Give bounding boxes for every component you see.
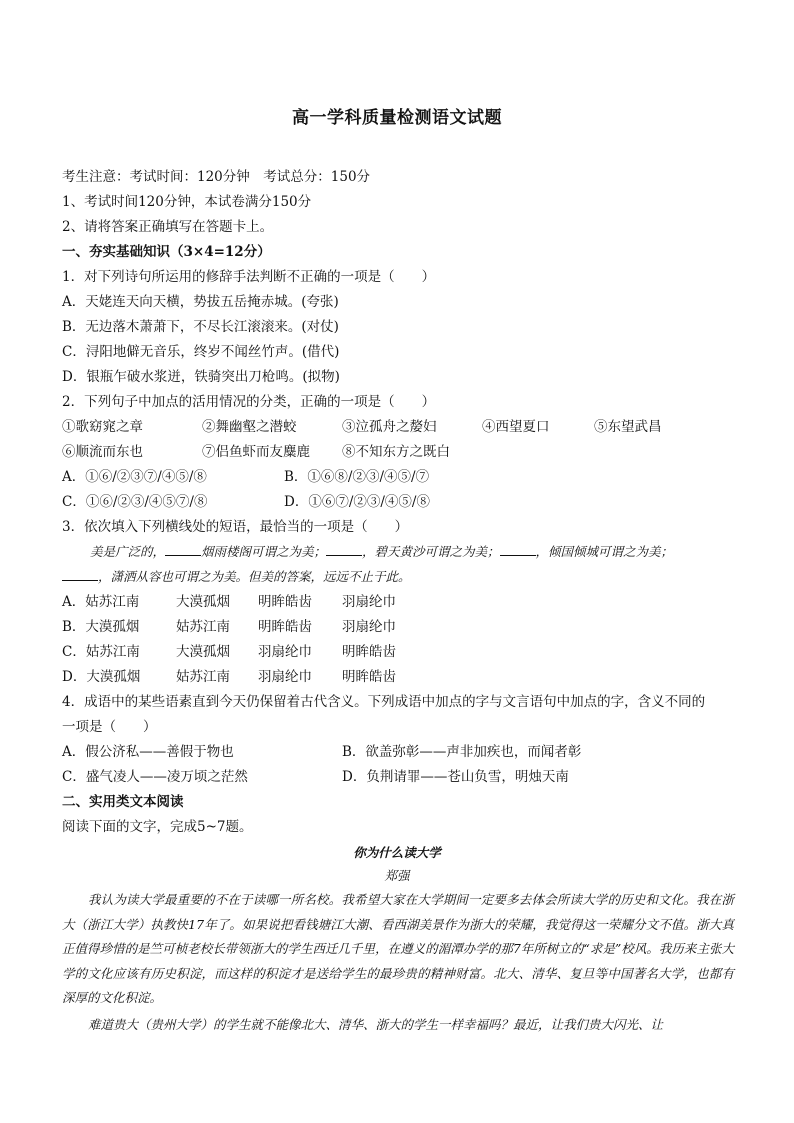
option-phrase: 羽扇纶巾: [342, 594, 396, 610]
item: ⑧不知东方之既白: [342, 444, 450, 460]
option-phrase: 羽扇纶巾: [258, 644, 312, 660]
option: C．①⑥/②③/④⑤⑦/⑧: [62, 494, 208, 510]
option: A．假公济私——善假于物也: [62, 744, 234, 760]
passage-text: ，碧天黄沙可谓之为美；: [362, 544, 500, 559]
passage-text: 美是广泛的，: [90, 544, 166, 559]
passage-text: ，潇洒从容也可谓之为美。但美的答案，远远不止于此。: [98, 569, 411, 584]
question-stem: 1．对下列诗句所运用的修辞手法判断不正确的一项是（ ）: [62, 269, 436, 285]
article-paragraph: 难道贵大（贵州大学）的学生就不能像北大、清华、浙大的学生一样幸福吗？最近，让我们贵大闪光、让: [88, 1017, 664, 1032]
option-phrase: 大漠孤烟: [176, 594, 230, 610]
passage-text: ，倾国倾城可谓之为美；: [535, 544, 674, 559]
option: D．大漠孤烟: [62, 669, 141, 685]
option: B．大漠孤烟: [62, 619, 140, 635]
fill-blank: [500, 543, 536, 556]
section-instruction: 阅读下面的文字，完成5~7题。: [62, 819, 253, 835]
section-heading: 一、夯实基础知识（3×4=12分）: [62, 244, 271, 260]
item: ②舞幽壑之潜蛟: [202, 419, 297, 435]
item: ①歌窈窕之章: [62, 419, 143, 435]
option: B．①⑥⑧/②③/④⑤/⑦: [284, 469, 430, 485]
option-phrase: 羽扇纶巾: [342, 619, 396, 635]
option: D．银瓶乍破水浆迸，铁骑突出刀枪鸣。(拟物): [62, 369, 340, 385]
passage-text: 烟雨楼阁可谓之为美；: [201, 544, 327, 559]
option-phrase: 明眸皓齿: [258, 594, 312, 610]
option-phrase: 明眸皓齿: [342, 669, 396, 685]
option: B．无边落木萧萧下，不尽长江滚滚来。(对仗): [62, 319, 339, 335]
option-phrase: 明眸皓齿: [258, 619, 312, 635]
option: C．浔阳地僻无音乐，终岁不闻丝竹声。(借代): [62, 344, 340, 360]
option: B．欲盖弥彰——声非加疾也，而闻者彰: [342, 744, 582, 760]
option-phrase: 姑苏江南: [176, 669, 230, 685]
item: ③泣孤舟之嫠妇: [342, 419, 437, 435]
option-phrase: 姑苏江南: [176, 619, 230, 635]
option-phrase: 羽扇纶巾: [258, 669, 312, 685]
question-stem: 2．下列句子中加点的活用情况的分类，正确的一项是（ ）: [62, 394, 436, 410]
item: ④西望夏口: [482, 419, 550, 435]
page-title: 高一学科质量检测语文试题: [292, 108, 502, 128]
fill-blank: [62, 568, 98, 581]
fill-blank: [326, 543, 362, 556]
item: ⑦侣鱼虾而友麋鹿: [202, 444, 310, 460]
item: ⑥顺流而东也: [62, 444, 143, 460]
option: D．①⑥⑦/②③/④⑤/⑧: [284, 494, 430, 510]
option: A．天姥连天向天横，势拔五岳掩赤城。(夸张): [62, 294, 339, 310]
article-title: 你为什么读大学: [353, 845, 441, 860]
option-phrase: 大漠孤烟: [176, 644, 230, 660]
option: A．姑苏江南: [62, 594, 140, 610]
option: C．姑苏江南: [62, 644, 140, 660]
notice-header: 考生注意：考试时间：120分钟 考试总分：150分: [62, 169, 371, 185]
fill-blank: [165, 543, 201, 556]
passage-line: [62, 568, 411, 586]
notice-item: 1、考试时间120分钟，本试卷满分150分: [62, 194, 312, 210]
question-stem: 一项是（ ）: [62, 719, 157, 735]
article-author: 郑强: [384, 868, 410, 883]
option: D．负荆请罪——苍山负雪，明烛天南: [342, 769, 569, 785]
item: ⑤东望武昌: [594, 419, 662, 435]
option-phrase: 明眸皓齿: [342, 644, 396, 660]
passage-line: [90, 543, 673, 561]
question-stem: 4．成语中的某些语素直到今天仍保留着古代含义。下列成语中加点的字与文言语句中加点的字，含义不同的: [62, 694, 706, 710]
option: A．①⑥/②③⑦/④⑤/⑧: [62, 469, 207, 485]
notice-item: 2、请将答案正确填写在答题卡上。: [62, 219, 274, 235]
section-heading: 二、实用类文本阅读: [62, 794, 184, 810]
question-stem: 3．依次填入下列横线处的短语，最恰当的一项是（ ）: [62, 519, 409, 535]
article-paragraph: 我认为读大学最重要的不在于读哪一所名校。我希望大家在大学期间一定要多去体会所读大学的历史和文化。我在浙大（浙江大学）执教快17年了。如果说把看钱塘江大潮、看西湖美景作为浙大的荣耀，我觉得这一荣耀分文不值。浙大真正值得珍惜的是竺可桢老校长带领浙大的学生西迁几千里，在遵义的湄潭办学的那7年所树立的“求是”校风。我历来主张大学的文化应该有历史积淀，而这样的积淀才是送给学生的最珍贵的精神财富。北大、清华、复旦等中国著名大学，也都有深厚的文化积淀。: [62, 892, 734, 1005]
option: C．盛气凌人——凌万顷之茫然: [62, 769, 248, 785]
